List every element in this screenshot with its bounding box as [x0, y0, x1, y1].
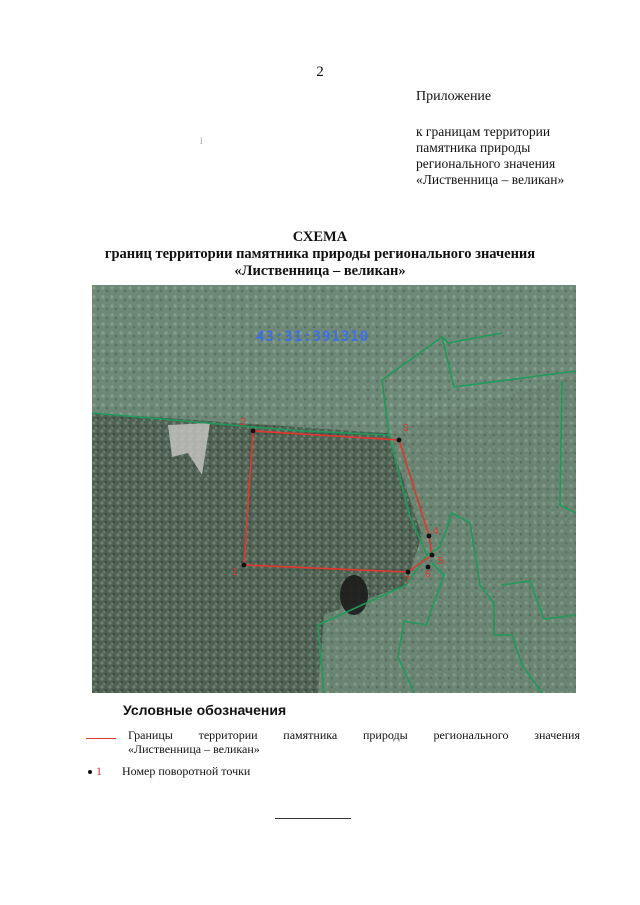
appendix-line: к границам территории — [416, 124, 551, 139]
turning-point-dot — [406, 570, 411, 575]
legend-word: регионального — [433, 728, 509, 742]
stray-mark: l — [200, 136, 203, 146]
turning-point-label: 1 — [232, 567, 238, 578]
legend-boundary-line2: «Лиственница – великан» — [128, 742, 260, 756]
appendix-lines — [416, 124, 564, 188]
legend-title: Условные обозначения — [123, 702, 287, 718]
scheme-title: СХЕМА — [292, 229, 348, 245]
legend-word: природы — [363, 728, 408, 742]
appendix-line: регионального значения — [416, 156, 556, 171]
legend-point-row — [88, 764, 250, 779]
turning-point-dot — [251, 429, 256, 434]
turning-point-label: 2 — [240, 417, 246, 428]
legend-point-marker: 1 — [96, 764, 102, 778]
turning-point-label: 4 — [433, 526, 439, 537]
turning-point-label: 7 — [405, 575, 411, 586]
legend-boundary-text — [128, 728, 580, 756]
page-number: 2 — [316, 64, 324, 80]
scheme-subtitle-line: «Лиственница – великан» — [234, 263, 406, 279]
turning-point-label: 5 — [438, 556, 444, 567]
appendix-line: памятника природы — [416, 140, 531, 155]
turning-point-dot — [430, 553, 435, 558]
map-svg — [92, 285, 576, 693]
turning-point-dot — [242, 563, 247, 568]
satellite-map — [92, 285, 576, 693]
turning-point-label: 3 — [403, 423, 409, 434]
turning-point-dot — [397, 438, 402, 443]
turning-point-label: 6 — [425, 569, 431, 580]
turning-point-dot — [427, 534, 432, 539]
legend-word: территории — [198, 728, 258, 742]
appendix-title: Приложение — [416, 89, 492, 104]
legend-point-text: Номер поворотной точки — [122, 764, 251, 778]
scheme-heading — [0, 229, 640, 280]
legend-word: памятника — [283, 728, 338, 742]
point-dot-icon — [88, 770, 92, 774]
legend-word: значения — [534, 728, 580, 742]
cadastral-number: 43:31:391310 — [256, 329, 370, 345]
appendix-line: «Лиственница – великан» — [416, 172, 565, 187]
boundary-line-swatch — [86, 738, 116, 739]
scheme-subtitle-line: границ территории памятника природы регионального значения — [104, 246, 536, 262]
legend-word: Границы — [128, 728, 173, 742]
end-rule — [275, 818, 351, 819]
